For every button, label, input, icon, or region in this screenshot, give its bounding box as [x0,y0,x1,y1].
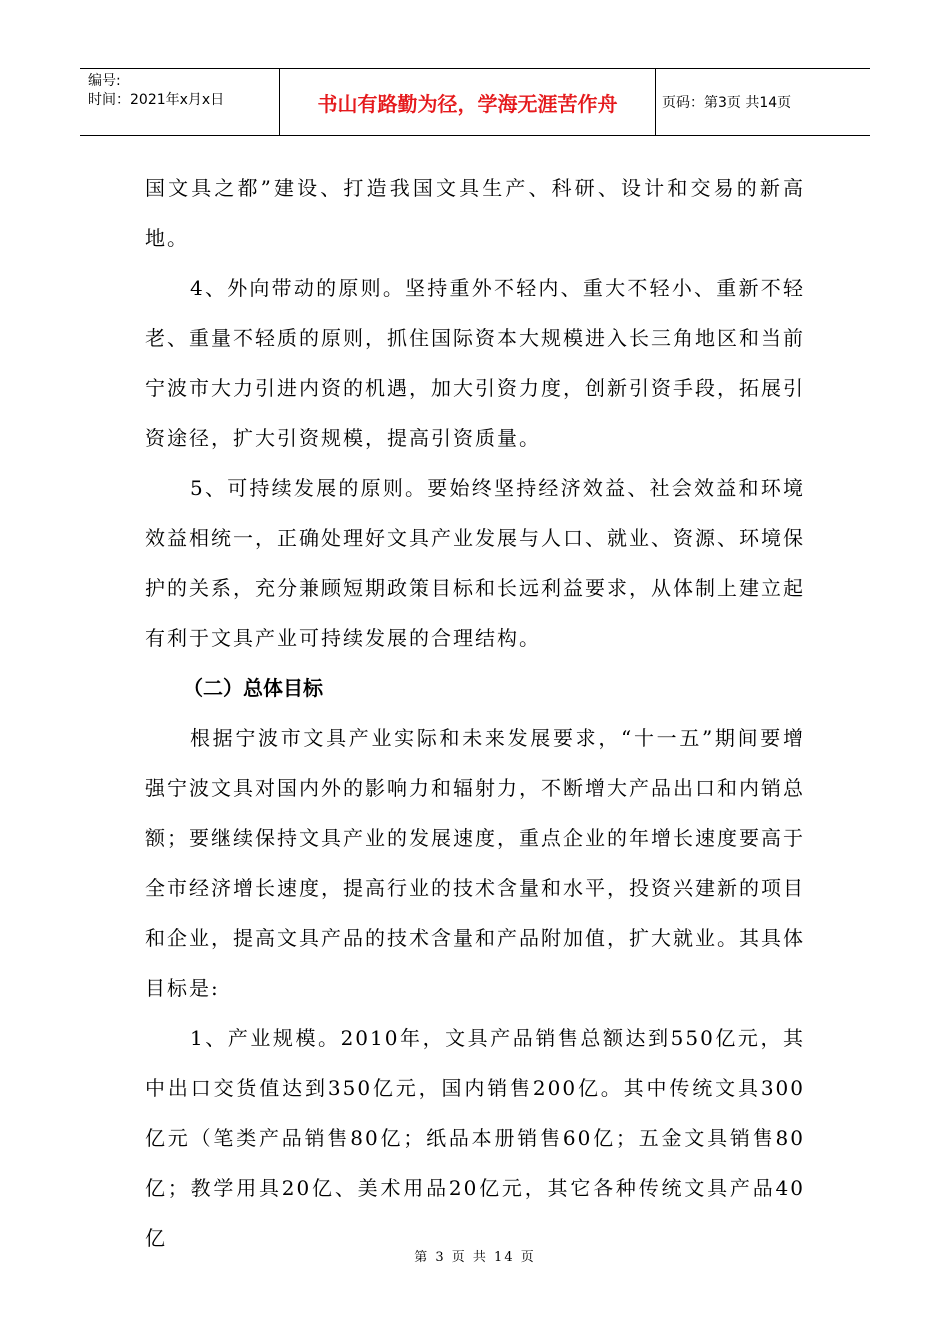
page-header [80,68,870,136]
serial-number-label: 编号: [88,73,121,89]
paragraph-principle-4: 4、外向带动的原则。坚持重外不轻内、重大不轻小、重新不轻老、重量不轻质的原则，抓住国际资本大规模进入长三角地区和当前宁波市大力引进内资的机遇，加大引资力度，创新引资手段，拓展引资途径，扩大引资规模，提高引资质量。 [145,276,805,450]
paragraph-principle-5: 5、可持续发展的原则。要始终坚持经济效益、社会效益和环境效益相统一，正确处理好文具产业发展与人口、就业、资源、环境保护的关系，充分兼顾短期政策目标和长远利益要求，从体制上建立起有利于文具产业可持续发展的合理结构。 [145,476,805,650]
page-footer: 第 3 页 共 14 页 [414,1250,536,1265]
section-heading: （二）总体目标 [183,676,323,700]
date-label: 时间：2021年x月x日 [88,92,225,108]
paragraph-continuation: 国文具之都”建设、打造我国文具生产、科研、设计和交易的新高地。 [145,176,805,250]
document-body [145,163,805,1263]
header-page-info: 页码：第3页 共14页 [662,95,792,111]
paragraph-industry-scale: 1、产业规模。2010年，文具产品销售总额达到550亿元，其中出口交货值达到350亿元，国内销售200亿。其中传统文具300亿元（笔类产品销售80亿；纸品本册销售60亿；五金文具销售80亿；教学用具20亿、美术用品20亿元，其它各种传统文具产品40亿 [145,1026,805,1250]
header-meta [80,69,280,135]
paragraph-overall-goal: 根据宁波市文具产业实际和未来发展要求，“十一五”期间要增强宁波文具对国内外的影响力和辐射力，不断增大产品出口和内销总额；要继续保持文具产业的发展速度，重点企业的年增长速度要高于全市经济增长速度，提高行业的技术含量和水平，投资兴建新的项目和企业，提高文具产品的技术含量和产品附加值，扩大就业。其具体目标是: [145,726,805,1000]
header-motto: 书山有路勤为径，学海无涯苦作舟 [280,69,656,135]
